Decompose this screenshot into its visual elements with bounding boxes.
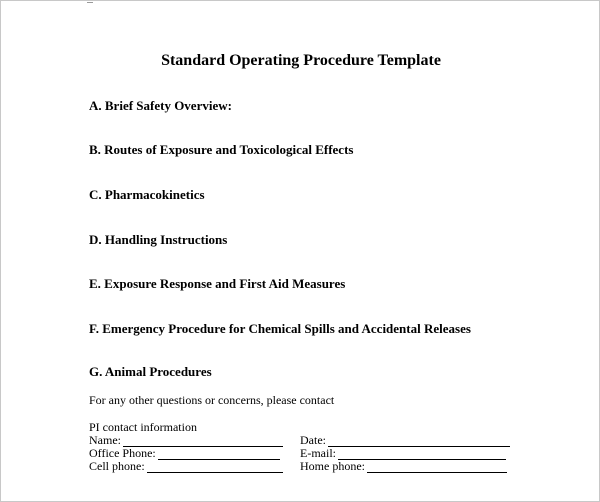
section-c-heading: C. Pharmacokinetics bbox=[89, 187, 205, 202]
corner-mark bbox=[87, 2, 93, 3]
cell-phone-field bbox=[89, 459, 283, 473]
document-title: Standard Operating Procedure Template bbox=[161, 52, 441, 69]
section-b-heading: B. Routes of Exposure and Toxicological Effects bbox=[89, 142, 354, 157]
home-phone-blank[interactable] bbox=[367, 460, 507, 473]
home-phone-field bbox=[300, 459, 507, 473]
date-field bbox=[300, 433, 510, 447]
section-d-heading: D. Handling Instructions bbox=[89, 232, 228, 247]
cell-phone-label: Cell phone: bbox=[89, 459, 145, 473]
date-label: Date: bbox=[300, 433, 326, 447]
name-field bbox=[89, 433, 283, 447]
section-a-heading: A. Brief Safety Overview: bbox=[89, 98, 232, 113]
section-f-heading: F. Emergency Procedure for Chemical Spills and Accidental Releases bbox=[89, 321, 471, 336]
office-phone-field bbox=[89, 446, 280, 460]
contact-note: For any other questions or concerns, please contact bbox=[89, 393, 335, 407]
name-label: Name: bbox=[89, 433, 121, 447]
cell-phone-blank[interactable] bbox=[147, 460, 283, 473]
section-e-heading: E. Exposure Response and First Aid Measures bbox=[89, 276, 346, 291]
home-phone-label: Home phone: bbox=[300, 459, 365, 473]
office-phone-label: Office Phone: bbox=[89, 446, 156, 460]
email-field bbox=[300, 446, 506, 460]
section-g-heading: G. Animal Procedures bbox=[89, 364, 212, 379]
email-label: E-mail: bbox=[300, 446, 336, 460]
contact-header: PI contact information bbox=[89, 420, 197, 434]
